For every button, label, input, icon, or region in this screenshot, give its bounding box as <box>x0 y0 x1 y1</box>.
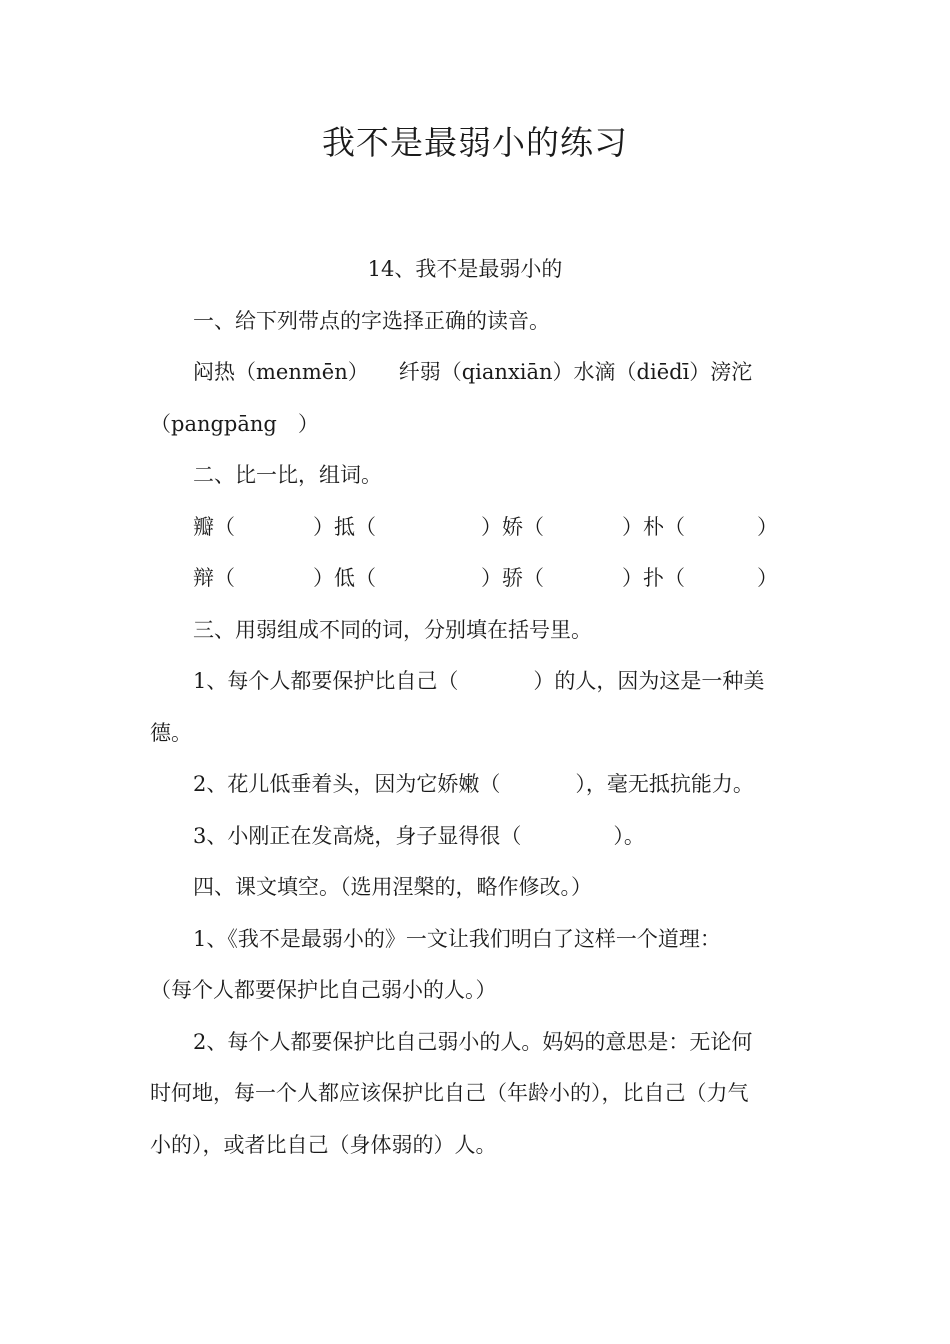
q4-sentence-2-cont-2: 小的），或者比自己（身体弱的）人。 <box>150 1132 497 1157</box>
q4-sentence-2-cont-1: 时何地，每一个人都应该保护比自己（年龄小的），比自己（力气 <box>150 1081 749 1105</box>
q2-r2-c3: ）骄（ <box>481 566 544 590</box>
q2-r1-c3: ）娇（ <box>481 514 544 539</box>
q2-r1-c5: ） <box>757 514 778 539</box>
q4-sentence-1: 1、《我不是最弱小的》一文让我们明白了这样一个道理： <box>193 926 721 951</box>
q1-line-1 <box>150 347 810 399</box>
q2-row-2 <box>150 553 810 605</box>
q3-heading: 三、用弱组成不同的词，分别填在括号里。 <box>193 617 592 642</box>
q2-r1-c1: 瓣（ <box>193 514 235 539</box>
q2-heading: 二、比一比，组词。 <box>193 463 382 487</box>
q1-item-menre: 闷热（menmēn） <box>193 360 369 384</box>
q3-sentence-1-cont: 德。 <box>150 720 192 745</box>
q3-s2-post: ），毫无抵抗能力。 <box>575 772 754 796</box>
q2-r1-c4: ）朴（ <box>622 514 685 539</box>
q3-s1-post: ）的人，因为这是一种美 <box>533 669 765 693</box>
q3-sentence-3 <box>150 811 810 863</box>
q2-r2-c2: ）低（ <box>313 566 376 590</box>
q1-items-rest: 纤弱（qianxiān）水滴（diēdī）滂沱 <box>398 360 753 384</box>
q3-s3-post: ）。 <box>613 823 645 848</box>
q3-s3-pre: 3、小刚正在发高烧，身子显得很（ <box>193 823 522 848</box>
q3-sentence-2 <box>150 759 810 811</box>
q4-heading: 四、课文填空。（选用涅槃的，略作修改。） <box>193 875 592 899</box>
q4-sentence-1-cont: （每个人都要保护比自己弱小的人。） <box>150 978 497 1002</box>
q2-r1-c2: ）抵（ <box>313 514 376 539</box>
lesson-heading: 14、我不是最弱小的 <box>367 257 563 281</box>
q1-line-2: （pangpāng ） <box>150 411 319 436</box>
document-body <box>150 244 810 1171</box>
q1-heading: 一、给下列带点的字选择正确的读音。 <box>193 308 550 333</box>
document-title: 我不是最弱小的练习 <box>322 123 628 162</box>
q3-s2-pre: 2、花儿低垂着头，因为它娇嫩（ <box>193 772 501 796</box>
q3-s1-pre: 1、每个人都要保护比自己（ <box>193 669 459 693</box>
q2-r2-c5: ） <box>757 566 778 590</box>
q2-row-1 <box>150 502 810 554</box>
q2-r2-c4: ）扑（ <box>622 566 685 590</box>
q2-r2-c1: 辩（ <box>193 566 235 590</box>
q4-sentence-2: 2、每个人都要保护比自己弱小的人。妈妈的意思是：无论何 <box>193 1029 753 1054</box>
q3-sentence-1 <box>150 656 810 708</box>
